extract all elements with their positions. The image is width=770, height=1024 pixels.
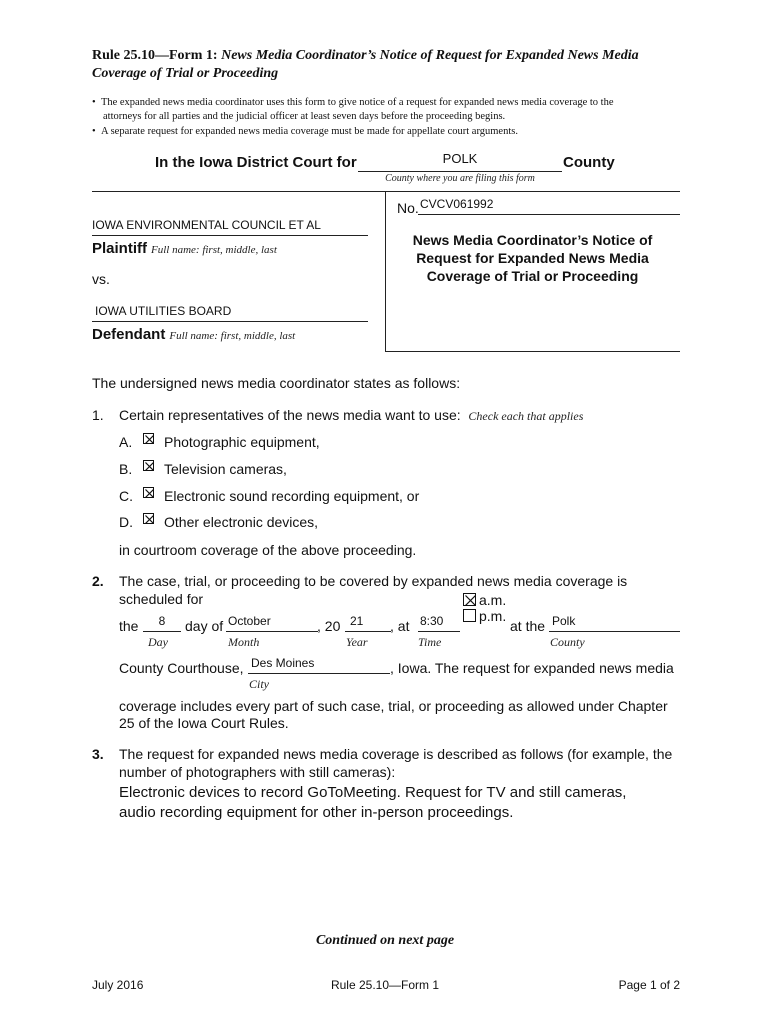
vs-label: vs. [92, 271, 110, 287]
court-suffix: County [563, 154, 615, 171]
item1-hint: Check each that applies [468, 409, 584, 423]
bullet-dot: • [92, 97, 96, 108]
item2-para-line1: coverage includes every part of such case, trial, or proceeding as allowed under Chapter [119, 698, 668, 714]
plaintiff-label-row [92, 240, 277, 258]
check-x-icon [144, 461, 155, 472]
hint-year: Year [346, 635, 368, 649]
option-d-letter: D. [119, 514, 133, 530]
defendant-hint: Full name: first, middle, last [169, 330, 296, 342]
city-underline [248, 673, 390, 674]
county-hint: County where you are filing this form [385, 173, 535, 184]
bullet-2: • A separate request for expanded news media coverage must be made for appellate court arguments. [92, 126, 518, 137]
case-box-bottom [385, 351, 680, 352]
day-of-label: day of [185, 618, 224, 634]
bullet-1: • The expanded news media coordinator uses this form to give notice of a request for expanded news media coverage to the [92, 97, 614, 108]
item2-para-line2: 25 of the Iowa Court Rules. [119, 715, 289, 731]
defendant-label-row [92, 326, 295, 344]
option-b-label: Television cameras, [164, 461, 287, 477]
check-x-icon [144, 488, 155, 499]
bullet-dot: • [92, 126, 96, 137]
bullet-1-cont: attorneys for all parties and the judicial officer at least seven days before the proceeding begins. [103, 111, 506, 122]
option-c-letter: C. [119, 488, 133, 504]
option-c-checkbox[interactable] [143, 487, 154, 498]
month-underline [226, 631, 318, 632]
form-title [92, 47, 639, 65]
county-underline [358, 171, 562, 172]
option-d-label: Other electronic devices, [164, 514, 319, 530]
iowa-text: , Iowa. The request for expanded news media [390, 660, 674, 676]
courthouse-label: County Courthouse, [119, 660, 244, 676]
option-b-checkbox[interactable] [143, 460, 154, 471]
am-label: a.m. [479, 592, 507, 608]
case-no-label: No. [397, 200, 419, 216]
item3-answer-line2: audio recording equipment for other in-person proceedings. [119, 804, 514, 821]
court-prefix: In the Iowa District Court for [155, 154, 357, 171]
footer-page: Page 1 of 2 [618, 978, 680, 992]
case-no-underline [418, 214, 680, 215]
continued-note: Continued on next page [315, 933, 455, 948]
option-a-label: Photographic equipment, [164, 434, 320, 450]
option-c-label: Electronic sound recording equipment, or [164, 488, 420, 504]
county-field[interactable]: POLK [442, 151, 478, 166]
title-line1: News Media Coordinator’s Notice of Request for Expanded News Media [221, 48, 639, 63]
item3-number: 3. [92, 746, 104, 762]
item3-answer-line1: Electronic devices to record GoToMeeting. Request for TV and still cameras, [119, 784, 627, 801]
item2-number: 2. [92, 573, 104, 589]
item3-answer[interactable] [119, 783, 626, 823]
county-field-2[interactable]: Polk [552, 614, 576, 628]
footer-rule: Rule 25.10—Form 1 [330, 978, 440, 992]
year-underline [345, 631, 391, 632]
item1-tail: in courtroom coverage of the above proceeding. [119, 542, 417, 558]
day-field[interactable]: 8 [158, 614, 166, 628]
check-x-icon [144, 434, 155, 445]
footer-date: July 2016 [92, 978, 144, 992]
option-d-checkbox[interactable] [143, 513, 154, 524]
plaintiff-field[interactable]: IOWA ENVIRONMENTAL COUNCIL ET AL [92, 218, 321, 232]
item1-text: Certain representatives of the news media want to use: Check each that applies [119, 407, 584, 423]
case-box-top [92, 191, 680, 192]
defendant-label: Defendant [92, 326, 166, 343]
hint-time: Time [418, 635, 442, 649]
day-underline [143, 631, 181, 632]
item3-line2: number of photographers with still cameras): [119, 764, 396, 780]
rule-prefix: Rule 25.10—Form 1: [92, 48, 222, 63]
case-no-field[interactable]: CVCV061992 [420, 197, 494, 211]
pm-checkbox[interactable] [463, 609, 476, 622]
item2-line1: The case, trial, or proceeding to be covered by expanded news media coverage is [119, 573, 628, 589]
hint-county: County [550, 635, 585, 649]
time-field[interactable]: 8:30 [420, 614, 444, 628]
year-prefix: , 20 [317, 618, 341, 634]
item1-number: 1. [92, 407, 104, 423]
pm-label: p.m. [479, 608, 507, 624]
hint-month: Month [228, 635, 260, 649]
at-the-label: at the [510, 618, 546, 634]
plaintiff-underline [92, 235, 368, 236]
check-x-icon [464, 594, 477, 607]
at-label: , at [390, 618, 410, 634]
the-label: the [119, 618, 139, 634]
option-b-letter: B. [119, 461, 133, 477]
plaintiff-hint: Full name: first, middle, last [151, 244, 277, 256]
notice-title: News Media Coordinator’s Notice of Request for Expanded News Media Coverage of Trial or Proceeding [412, 232, 653, 284]
plaintiff-label: Plaintiff [92, 240, 147, 257]
city-field[interactable]: Des Moines [251, 656, 315, 670]
option-a-checkbox[interactable] [143, 433, 154, 444]
option-a-letter: A. [119, 434, 133, 450]
county-underline-2 [549, 631, 680, 632]
defendant-underline [92, 321, 368, 322]
month-field[interactable]: October [228, 614, 271, 628]
intro-text: The undersigned news media coordinator states as follows: [92, 375, 461, 391]
item3-line1: The request for expanded news media coverage is described as follows (for example, the [119, 746, 673, 762]
time-underline [418, 631, 460, 632]
defendant-field[interactable]: IOWA UTILITIES BOARD [95, 304, 232, 318]
hint-day: Day [148, 635, 168, 649]
item2-line2: scheduled for [119, 591, 204, 607]
am-checkbox[interactable] [463, 593, 476, 606]
hint-city: City [249, 677, 269, 691]
check-x-icon [144, 514, 155, 525]
year-field[interactable]: 21 [350, 614, 364, 628]
form-title-line2: Coverage of Trial or Proceeding [92, 66, 279, 81]
